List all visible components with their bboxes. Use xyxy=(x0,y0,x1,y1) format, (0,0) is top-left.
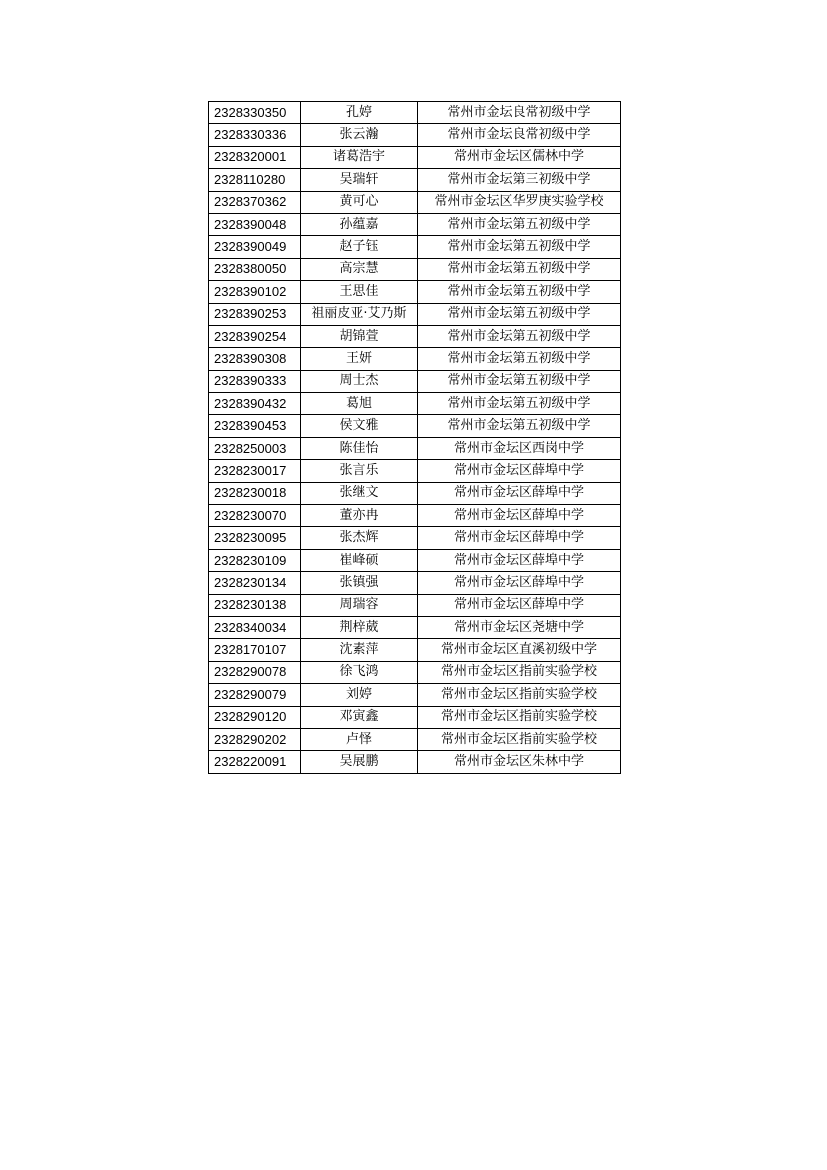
school-name-cell: 常州市金坛第五初级中学 xyxy=(418,303,621,325)
school-name-cell: 常州市金坛第五初级中学 xyxy=(418,236,621,258)
student-id-cell: 2328320001 xyxy=(209,146,301,168)
student-name-cell: 高宗慧 xyxy=(301,258,418,280)
school-name-cell: 常州市金坛区薛埠中学 xyxy=(418,572,621,594)
student-name-cell: 孙蕴嘉 xyxy=(301,213,418,235)
student-name-cell: 张云瀚 xyxy=(301,124,418,146)
school-name-cell: 常州市金坛区华罗庚实验学校 xyxy=(418,191,621,213)
table-row xyxy=(209,616,621,638)
student-name-cell: 赵子钰 xyxy=(301,236,418,258)
student-id-cell: 2328390253 xyxy=(209,303,301,325)
roster-body xyxy=(209,102,621,774)
table-row xyxy=(209,706,621,728)
student-id-cell: 2328230095 xyxy=(209,527,301,549)
student-name-cell: 孔婷 xyxy=(301,102,418,124)
table-row xyxy=(209,549,621,571)
table-row xyxy=(209,258,621,280)
school-name-cell: 常州市金坛区指前实验学校 xyxy=(418,661,621,683)
student-id-cell: 2328390453 xyxy=(209,415,301,437)
table-row xyxy=(209,303,621,325)
student-id-cell: 2328110280 xyxy=(209,169,301,191)
school-name-cell: 常州市金坛第五初级中学 xyxy=(418,370,621,392)
table-row xyxy=(209,325,621,347)
school-name-cell: 常州市金坛区薛埠中学 xyxy=(418,549,621,571)
school-name-cell: 常州市金坛第五初级中学 xyxy=(418,348,621,370)
table-row xyxy=(209,437,621,459)
table-row xyxy=(209,460,621,482)
school-name-cell: 常州市金坛第五初级中学 xyxy=(418,258,621,280)
student-name-cell: 董亦冉 xyxy=(301,505,418,527)
student-id-cell: 2328330350 xyxy=(209,102,301,124)
table-row xyxy=(209,348,621,370)
student-id-cell: 2328230109 xyxy=(209,549,301,571)
student-name-cell: 吴展鹏 xyxy=(301,751,418,773)
student-id-cell: 2328250003 xyxy=(209,437,301,459)
school-name-cell: 常州市金坛区西岗中学 xyxy=(418,437,621,459)
student-name-cell: 沈素萍 xyxy=(301,639,418,661)
student-id-cell: 2328230138 xyxy=(209,594,301,616)
student-name-cell: 王思佳 xyxy=(301,281,418,303)
table-row xyxy=(209,236,621,258)
student-name-cell: 张镇强 xyxy=(301,572,418,594)
school-name-cell: 常州市金坛第五初级中学 xyxy=(418,213,621,235)
student-name-cell: 张言乐 xyxy=(301,460,418,482)
student-name-cell: 周士杰 xyxy=(301,370,418,392)
school-name-cell: 常州市金坛区薛埠中学 xyxy=(418,482,621,504)
school-name-cell: 常州市金坛第五初级中学 xyxy=(418,281,621,303)
table-row xyxy=(209,482,621,504)
table-row xyxy=(209,527,621,549)
student-name-cell: 祖丽皮亚·艾乃斯 xyxy=(301,303,418,325)
school-name-cell: 常州市金坛区指前实验学校 xyxy=(418,728,621,750)
student-id-cell: 2328220091 xyxy=(209,751,301,773)
student-id-cell: 2328390432 xyxy=(209,393,301,415)
student-name-cell: 侯文雅 xyxy=(301,415,418,437)
table-row xyxy=(209,169,621,191)
student-id-cell: 2328230017 xyxy=(209,460,301,482)
school-name-cell: 常州市金坛区直溪初级中学 xyxy=(418,639,621,661)
student-id-cell: 2328390254 xyxy=(209,325,301,347)
table-row xyxy=(209,370,621,392)
school-name-cell: 常州市金坛第五初级中学 xyxy=(418,415,621,437)
table-row xyxy=(209,572,621,594)
table-row xyxy=(209,281,621,303)
student-name-cell: 崔峰硕 xyxy=(301,549,418,571)
student-id-cell: 2328290202 xyxy=(209,728,301,750)
school-name-cell: 常州市金坛第五初级中学 xyxy=(418,393,621,415)
student-id-cell: 2328340034 xyxy=(209,616,301,638)
school-name-cell: 常州市金坛区指前实验学校 xyxy=(418,706,621,728)
student-name-cell: 胡锦萱 xyxy=(301,325,418,347)
table-row xyxy=(209,146,621,168)
table-row xyxy=(209,213,621,235)
student-name-cell: 吴瑞轩 xyxy=(301,169,418,191)
student-id-cell: 2328230018 xyxy=(209,482,301,504)
table-row xyxy=(209,415,621,437)
student-id-cell: 2328230070 xyxy=(209,505,301,527)
student-name-cell: 荆梓葳 xyxy=(301,616,418,638)
student-id-cell: 2328390308 xyxy=(209,348,301,370)
student-name-cell: 黄可心 xyxy=(301,191,418,213)
school-name-cell: 常州市金坛良常初级中学 xyxy=(418,124,621,146)
school-name-cell: 常州市金坛第三初级中学 xyxy=(418,169,621,191)
table-row xyxy=(209,639,621,661)
table-row xyxy=(209,505,621,527)
table-row xyxy=(209,684,621,706)
student-id-cell: 2328290078 xyxy=(209,661,301,683)
school-name-cell: 常州市金坛第五初级中学 xyxy=(418,325,621,347)
student-name-cell: 卢怿 xyxy=(301,728,418,750)
school-name-cell: 常州市金坛区薛埠中学 xyxy=(418,505,621,527)
student-id-cell: 2328380050 xyxy=(209,258,301,280)
table-row xyxy=(209,102,621,124)
table-row xyxy=(209,191,621,213)
school-name-cell: 常州市金坛区儒林中学 xyxy=(418,146,621,168)
student-id-cell: 2328370362 xyxy=(209,191,301,213)
student-id-cell: 2328290120 xyxy=(209,706,301,728)
student-name-cell: 葛旭 xyxy=(301,393,418,415)
student-name-cell: 刘婷 xyxy=(301,684,418,706)
school-name-cell: 常州市金坛良常初级中学 xyxy=(418,102,621,124)
table-row xyxy=(209,751,621,773)
table-row xyxy=(209,661,621,683)
student-id-cell: 2328290079 xyxy=(209,684,301,706)
school-name-cell: 常州市金坛区薛埠中学 xyxy=(418,527,621,549)
school-name-cell: 常州市金坛区指前实验学校 xyxy=(418,684,621,706)
student-id-cell: 2328390048 xyxy=(209,213,301,235)
student-roster-table xyxy=(208,101,621,774)
student-name-cell: 邓寅鑫 xyxy=(301,706,418,728)
table-row xyxy=(209,594,621,616)
school-name-cell: 常州市金坛区尧塘中学 xyxy=(418,616,621,638)
student-name-cell: 张继文 xyxy=(301,482,418,504)
student-name-cell: 陈佳怡 xyxy=(301,437,418,459)
student-name-cell: 诸葛浩宇 xyxy=(301,146,418,168)
school-name-cell: 常州市金坛区朱林中学 xyxy=(418,751,621,773)
student-id-cell: 2328330336 xyxy=(209,124,301,146)
student-id-cell: 2328230134 xyxy=(209,572,301,594)
table-row xyxy=(209,728,621,750)
school-name-cell: 常州市金坛区薛埠中学 xyxy=(418,460,621,482)
student-id-cell: 2328390102 xyxy=(209,281,301,303)
student-name-cell: 徐飞鸿 xyxy=(301,661,418,683)
table-row xyxy=(209,393,621,415)
student-name-cell: 张杰辉 xyxy=(301,527,418,549)
student-id-cell: 2328390049 xyxy=(209,236,301,258)
table-row xyxy=(209,124,621,146)
student-id-cell: 2328390333 xyxy=(209,370,301,392)
student-name-cell: 周瑞容 xyxy=(301,594,418,616)
school-name-cell: 常州市金坛区薛埠中学 xyxy=(418,594,621,616)
student-id-cell: 2328170107 xyxy=(209,639,301,661)
student-name-cell: 王妍 xyxy=(301,348,418,370)
